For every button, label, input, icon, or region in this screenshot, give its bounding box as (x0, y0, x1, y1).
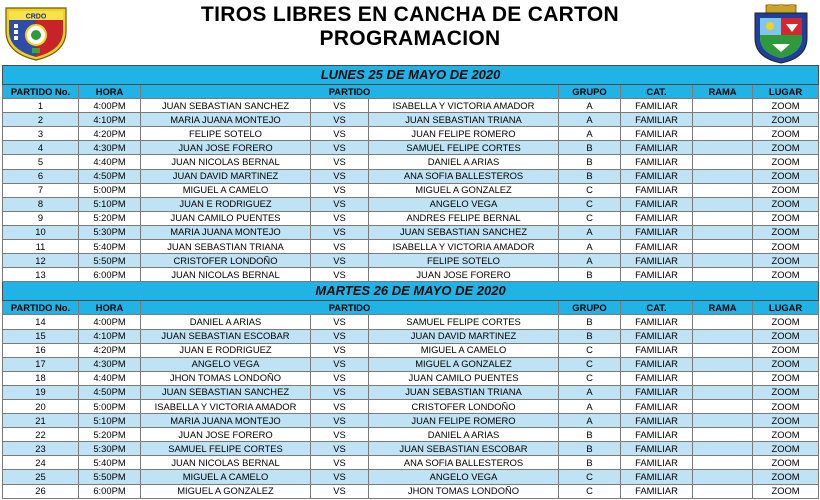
group-cell: B (559, 428, 621, 442)
municipal-crest-logo (752, 4, 810, 64)
vs-cell: VS (311, 414, 369, 428)
category-cell: FAMILIAR (621, 343, 693, 357)
home-player-cell: MIGUEL A CAMELO (141, 183, 311, 197)
match-time-cell: 5:00PM (79, 183, 141, 197)
branch-cell (693, 211, 753, 225)
match-time-cell: 5:40PM (79, 240, 141, 254)
category-cell: FAMILIAR (621, 456, 693, 470)
match-time-cell: 4:10PM (79, 113, 141, 127)
group-cell: A (559, 385, 621, 399)
group-cell: A (559, 113, 621, 127)
match-time-cell: 5:30PM (79, 225, 141, 239)
column-header-rama: RAMA (693, 301, 753, 315)
match-number-cell: 19 (3, 385, 79, 399)
day-title: LUNES 25 DE MAYO DE 2020 (3, 66, 819, 85)
home-player-cell: JUAN SEBASTIAN ESCOBAR (141, 329, 311, 343)
home-player-cell: JUAN SEBASTIAN TRIANA (141, 240, 311, 254)
branch-cell (693, 141, 753, 155)
table-row (3, 141, 819, 155)
away-player-cell: JUAN SEBASTIAN TRIANA (369, 113, 559, 127)
home-player-cell: JHON TOMAS LONDOÑO (141, 371, 311, 385)
category-cell: FAMILIAR (621, 99, 693, 113)
column-header-grupo: GRUPO (559, 301, 621, 315)
category-cell: FAMILIAR (621, 113, 693, 127)
vs-cell: VS (311, 343, 369, 357)
match-time-cell: 5:50PM (79, 470, 141, 484)
match-time-cell: 6:00PM (79, 484, 141, 498)
vs-cell: VS (311, 197, 369, 211)
away-player-cell: JUAN SEBASTIAN ESCOBAR (369, 442, 559, 456)
match-number-cell: 17 (3, 357, 79, 371)
branch-cell (693, 399, 753, 413)
schedule-table (2, 65, 819, 499)
group-cell: A (559, 127, 621, 141)
group-cell: A (559, 99, 621, 113)
table-row (3, 169, 819, 183)
home-player-cell: JUAN E RODRIGUEZ (141, 343, 311, 357)
venue-cell: ZOOM (753, 225, 819, 239)
home-player-cell: ISABELLA Y VICTORIA AMADOR (141, 399, 311, 413)
match-time-cell: 5:50PM (79, 254, 141, 268)
table-row (3, 456, 819, 470)
column-header-partido: PARTIDO (141, 301, 559, 315)
category-cell: FAMILIAR (621, 268, 693, 282)
vs-cell: VS (311, 155, 369, 169)
category-cell: FAMILIAR (621, 442, 693, 456)
match-time-cell: 5:20PM (79, 211, 141, 225)
away-player-cell: FELIPE SOTELO (369, 254, 559, 268)
venue-cell: ZOOM (753, 343, 819, 357)
match-number-cell: 1 (3, 99, 79, 113)
vs-cell: VS (311, 211, 369, 225)
group-cell: C (559, 371, 621, 385)
vs-cell: VS (311, 385, 369, 399)
vs-cell: VS (311, 268, 369, 282)
vs-cell: VS (311, 315, 369, 329)
match-number-cell: 5 (3, 155, 79, 169)
category-cell: FAMILIAR (621, 315, 693, 329)
match-number-cell: 11 (3, 240, 79, 254)
away-player-cell: ANA SOFIA BALLESTEROS (369, 169, 559, 183)
away-player-cell: ANGELO VEGA (369, 197, 559, 211)
vs-cell: VS (311, 470, 369, 484)
match-number-cell: 7 (3, 183, 79, 197)
column-header-lugar: LUGAR (753, 301, 819, 315)
venue-cell: ZOOM (753, 484, 819, 498)
crest-icon (752, 4, 810, 64)
home-player-cell: JUAN JOSE FORERO (141, 428, 311, 442)
table-row (3, 343, 819, 357)
match-number-cell: 4 (3, 141, 79, 155)
home-player-cell: JUAN SEBASTIAN SANCHEZ (141, 385, 311, 399)
category-cell: FAMILIAR (621, 470, 693, 484)
match-time-cell: 5:10PM (79, 197, 141, 211)
venue-cell: ZOOM (753, 456, 819, 470)
match-number-cell: 8 (3, 197, 79, 211)
table-row (3, 329, 819, 343)
branch-cell (693, 240, 753, 254)
away-player-cell: ISABELLA Y VICTORIA AMADOR (369, 99, 559, 113)
table-row (3, 428, 819, 442)
home-player-cell: SAMUEL FELIPE CORTES (141, 442, 311, 456)
venue-cell: ZOOM (753, 371, 819, 385)
away-player-cell: JHON TOMAS LONDOÑO (369, 484, 559, 498)
page-title: TIROS LIBRES EN CANCHA DE CARTON (201, 3, 619, 26)
table-row (3, 240, 819, 254)
column-header-lugar: LUGAR (753, 85, 819, 99)
group-cell: C (559, 357, 621, 371)
venue-cell: ZOOM (753, 268, 819, 282)
match-time-cell: 6:00PM (79, 268, 141, 282)
match-number-cell: 25 (3, 470, 79, 484)
branch-cell (693, 169, 753, 183)
home-player-cell: CRISTOFER LONDOÑO (141, 254, 311, 268)
day-header-row (3, 66, 819, 85)
vs-cell: VS (311, 183, 369, 197)
group-cell: C (559, 470, 621, 484)
column-header-hora: HORA (79, 301, 141, 315)
table-row (3, 357, 819, 371)
column-header-partido-no: PARTIDO No. (3, 85, 79, 99)
column-header-grupo: GRUPO (559, 85, 621, 99)
branch-cell (693, 357, 753, 371)
vs-cell: VS (311, 113, 369, 127)
category-cell: FAMILIAR (621, 225, 693, 239)
vs-cell: VS (311, 456, 369, 470)
table-row (3, 183, 819, 197)
match-number-cell: 2 (3, 113, 79, 127)
group-cell: B (559, 456, 621, 470)
group-cell: B (559, 315, 621, 329)
match-time-cell: 4:40PM (79, 155, 141, 169)
category-cell: FAMILIAR (621, 371, 693, 385)
category-cell: FAMILIAR (621, 385, 693, 399)
venue-cell: ZOOM (753, 197, 819, 211)
branch-cell (693, 371, 753, 385)
vs-cell: VS (311, 169, 369, 183)
venue-cell: ZOOM (753, 169, 819, 183)
branch-cell (693, 414, 753, 428)
table-row (3, 268, 819, 282)
away-player-cell: DANIEL A ARIAS (369, 155, 559, 169)
category-cell: FAMILIAR (621, 240, 693, 254)
venue-cell: ZOOM (753, 399, 819, 413)
vs-cell: VS (311, 99, 369, 113)
home-player-cell: MARIA JUANA MONTEJO (141, 225, 311, 239)
column-header-rama: RAMA (693, 85, 753, 99)
table-row (3, 484, 819, 498)
branch-cell (693, 254, 753, 268)
match-number-cell: 16 (3, 343, 79, 357)
branch-cell (693, 343, 753, 357)
venue-cell: ZOOM (753, 385, 819, 399)
match-time-cell: 4:50PM (79, 169, 141, 183)
group-cell: B (559, 169, 621, 183)
group-cell: A (559, 225, 621, 239)
match-time-cell: 5:40PM (79, 456, 141, 470)
table-row (3, 371, 819, 385)
branch-cell (693, 470, 753, 484)
branch-cell (693, 329, 753, 343)
vs-cell: VS (311, 357, 369, 371)
away-player-cell: JUAN SEBASTIAN SANCHEZ (369, 225, 559, 239)
page-header (0, 0, 820, 64)
home-player-cell: MIGUEL A GONZALEZ (141, 484, 311, 498)
group-cell: A (559, 240, 621, 254)
category-cell: FAMILIAR (621, 414, 693, 428)
group-cell: C (559, 484, 621, 498)
venue-cell: ZOOM (753, 329, 819, 343)
match-time-cell: 4:50PM (79, 385, 141, 399)
table-row (3, 470, 819, 484)
away-player-cell: JUAN FELIPE ROMERO (369, 414, 559, 428)
venue-cell: ZOOM (753, 183, 819, 197)
group-cell: C (559, 343, 621, 357)
home-player-cell: DANIEL A ARIAS (141, 315, 311, 329)
away-player-cell: ANA SOFIA BALLESTEROS (369, 456, 559, 470)
venue-cell: ZOOM (753, 470, 819, 484)
match-number-cell: 21 (3, 414, 79, 428)
venue-cell: ZOOM (753, 442, 819, 456)
vs-cell: VS (311, 240, 369, 254)
match-number-cell: 12 (3, 254, 79, 268)
group-cell: A (559, 414, 621, 428)
column-header-partido: PARTIDO (141, 85, 559, 99)
match-time-cell: 4:10PM (79, 329, 141, 343)
match-time-cell: 4:20PM (79, 127, 141, 141)
group-cell: A (559, 399, 621, 413)
branch-cell (693, 183, 753, 197)
match-time-cell: 5:30PM (79, 442, 141, 456)
match-time-cell: 4:20PM (79, 343, 141, 357)
vs-cell: VS (311, 428, 369, 442)
table-row (3, 155, 819, 169)
venue-cell: ZOOM (753, 211, 819, 225)
venue-cell: ZOOM (753, 357, 819, 371)
group-cell: C (559, 197, 621, 211)
home-player-cell: JUAN NICOLAS BERNAL (141, 268, 311, 282)
venue-cell: ZOOM (753, 155, 819, 169)
venue-cell: ZOOM (753, 127, 819, 141)
column-header-cat: CAT. (621, 301, 693, 315)
away-player-cell: MIGUEL A GONZALEZ (369, 357, 559, 371)
table-row (3, 414, 819, 428)
category-cell: FAMILIAR (621, 183, 693, 197)
away-player-cell: ANGELO VEGA (369, 470, 559, 484)
group-cell: B (559, 155, 621, 169)
branch-cell (693, 197, 753, 211)
column-header-row (3, 301, 819, 315)
away-player-cell: DANIEL A ARIAS (369, 428, 559, 442)
venue-cell: ZOOM (753, 254, 819, 268)
match-time-cell: 4:00PM (79, 99, 141, 113)
venue-cell: ZOOM (753, 428, 819, 442)
match-time-cell: 4:40PM (79, 371, 141, 385)
category-cell: FAMILIAR (621, 211, 693, 225)
match-number-cell: 3 (3, 127, 79, 141)
away-player-cell: ISABELLA Y VICTORIA AMADOR (369, 240, 559, 254)
away-player-cell: JUAN DAVID MARTINEZ (369, 329, 559, 343)
home-player-cell: JUAN SEBASTIAN SANCHEZ (141, 99, 311, 113)
away-player-cell: JUAN JOSE FORERO (369, 268, 559, 282)
match-time-cell: 4:30PM (79, 141, 141, 155)
home-player-cell: JUAN JOSE FORERO (141, 141, 311, 155)
venue-cell: ZOOM (753, 414, 819, 428)
match-number-cell: 15 (3, 329, 79, 343)
home-player-cell: JUAN CAMILO PUENTES (141, 211, 311, 225)
branch-cell (693, 99, 753, 113)
match-number-cell: 18 (3, 371, 79, 385)
category-cell: FAMILIAR (621, 197, 693, 211)
branch-cell (693, 484, 753, 498)
category-cell: FAMILIAR (621, 428, 693, 442)
category-cell: FAMILIAR (621, 329, 693, 343)
match-time-cell: 5:10PM (79, 414, 141, 428)
group-cell: A (559, 254, 621, 268)
svg-text:CRDO: CRDO (25, 13, 47, 21)
category-cell: FAMILIAR (621, 484, 693, 498)
home-player-cell: MARIA JUANA MONTEJO (141, 113, 311, 127)
category-cell: FAMILIAR (621, 155, 693, 169)
category-cell: FAMILIAR (621, 254, 693, 268)
away-player-cell: MIGUEL A CAMELO (369, 343, 559, 357)
column-header-cat: CAT. (621, 85, 693, 99)
branch-cell (693, 268, 753, 282)
table-row (3, 127, 819, 141)
column-header-partido-no: PARTIDO No. (3, 301, 79, 315)
away-player-cell: ANDRES FELIPE BERNAL (369, 211, 559, 225)
match-number-cell: 22 (3, 428, 79, 442)
match-number-cell: 14 (3, 315, 79, 329)
match-number-cell: 23 (3, 442, 79, 456)
venue-cell: ZOOM (753, 141, 819, 155)
category-cell: FAMILIAR (621, 169, 693, 183)
table-row (3, 254, 819, 268)
branch-cell (693, 127, 753, 141)
vs-cell: VS (311, 442, 369, 456)
branch-cell (693, 456, 753, 470)
home-player-cell: JUAN NICOLAS BERNAL (141, 456, 311, 470)
match-number-cell: 24 (3, 456, 79, 470)
vs-cell: VS (311, 127, 369, 141)
branch-cell (693, 225, 753, 239)
column-header-hora: HORA (79, 85, 141, 99)
away-player-cell: JUAN FELIPE ROMERO (369, 127, 559, 141)
category-cell: FAMILIAR (621, 127, 693, 141)
category-cell: FAMILIAR (621, 399, 693, 413)
away-player-cell: CRISTOFER LONDOÑO (369, 399, 559, 413)
table-row (3, 197, 819, 211)
table-row (3, 385, 819, 399)
table-row (3, 211, 819, 225)
table-row (3, 315, 819, 329)
home-player-cell: MIGUEL A CAMELO (141, 470, 311, 484)
away-player-cell: SAMUEL FELIPE CORTES (369, 315, 559, 329)
group-cell: B (559, 268, 621, 282)
match-number-cell: 9 (3, 211, 79, 225)
group-cell: B (559, 442, 621, 456)
category-cell: FAMILIAR (621, 141, 693, 155)
match-time-cell: 5:00PM (79, 399, 141, 413)
branch-cell (693, 442, 753, 456)
vs-cell: VS (311, 484, 369, 498)
venue-cell: ZOOM (753, 240, 819, 254)
category-cell: FAMILIAR (621, 357, 693, 371)
match-time-cell: 5:20PM (79, 428, 141, 442)
vs-cell: VS (311, 371, 369, 385)
match-number-cell: 10 (3, 225, 79, 239)
match-number-cell: 13 (3, 268, 79, 282)
group-cell: C (559, 183, 621, 197)
page-subtitle: PROGRAMACION (319, 27, 501, 50)
branch-cell (693, 155, 753, 169)
vs-cell: VS (311, 329, 369, 343)
match-number-cell: 6 (3, 169, 79, 183)
away-player-cell: MIGUEL A GONZALEZ (369, 183, 559, 197)
vs-cell: VS (311, 254, 369, 268)
away-player-cell: JUAN CAMILO PUENTES (369, 371, 559, 385)
match-number-cell: 26 (3, 484, 79, 498)
home-player-cell: JUAN DAVID MARTINEZ (141, 169, 311, 183)
group-cell: B (559, 329, 621, 343)
away-player-cell: JUAN SEBASTIAN TRIANA (369, 385, 559, 399)
home-player-cell: FELIPE SOTELO (141, 127, 311, 141)
match-time-cell: 4:00PM (79, 315, 141, 329)
home-player-cell: ANGELO VEGA (141, 357, 311, 371)
branch-cell (693, 315, 753, 329)
table-row (3, 442, 819, 456)
table-row (3, 99, 819, 113)
branch-cell (693, 113, 753, 127)
match-time-cell: 4:30PM (79, 357, 141, 371)
table-row (3, 399, 819, 413)
venue-cell: ZOOM (753, 113, 819, 127)
away-player-cell: SAMUEL FELIPE CORTES (369, 141, 559, 155)
table-row (3, 113, 819, 127)
column-header-row (3, 85, 819, 99)
vs-cell: VS (311, 399, 369, 413)
vs-cell: VS (311, 225, 369, 239)
day-title: MARTES 26 DE MAYO DE 2020 (3, 282, 819, 301)
schedule-table-body (3, 66, 819, 499)
branch-cell (693, 428, 753, 442)
group-cell: C (559, 211, 621, 225)
branch-cell (693, 385, 753, 399)
match-number-cell: 20 (3, 399, 79, 413)
day-header-row (3, 282, 819, 301)
home-player-cell: JUAN E RODRIGUEZ (141, 197, 311, 211)
home-player-cell: MARIA JUANA MONTEJO (141, 414, 311, 428)
home-player-cell: JUAN NICOLAS BERNAL (141, 155, 311, 169)
venue-cell: ZOOM (753, 315, 819, 329)
venue-cell: ZOOM (753, 99, 819, 113)
table-row (3, 225, 819, 239)
group-cell: B (559, 141, 621, 155)
vs-cell: VS (311, 141, 369, 155)
